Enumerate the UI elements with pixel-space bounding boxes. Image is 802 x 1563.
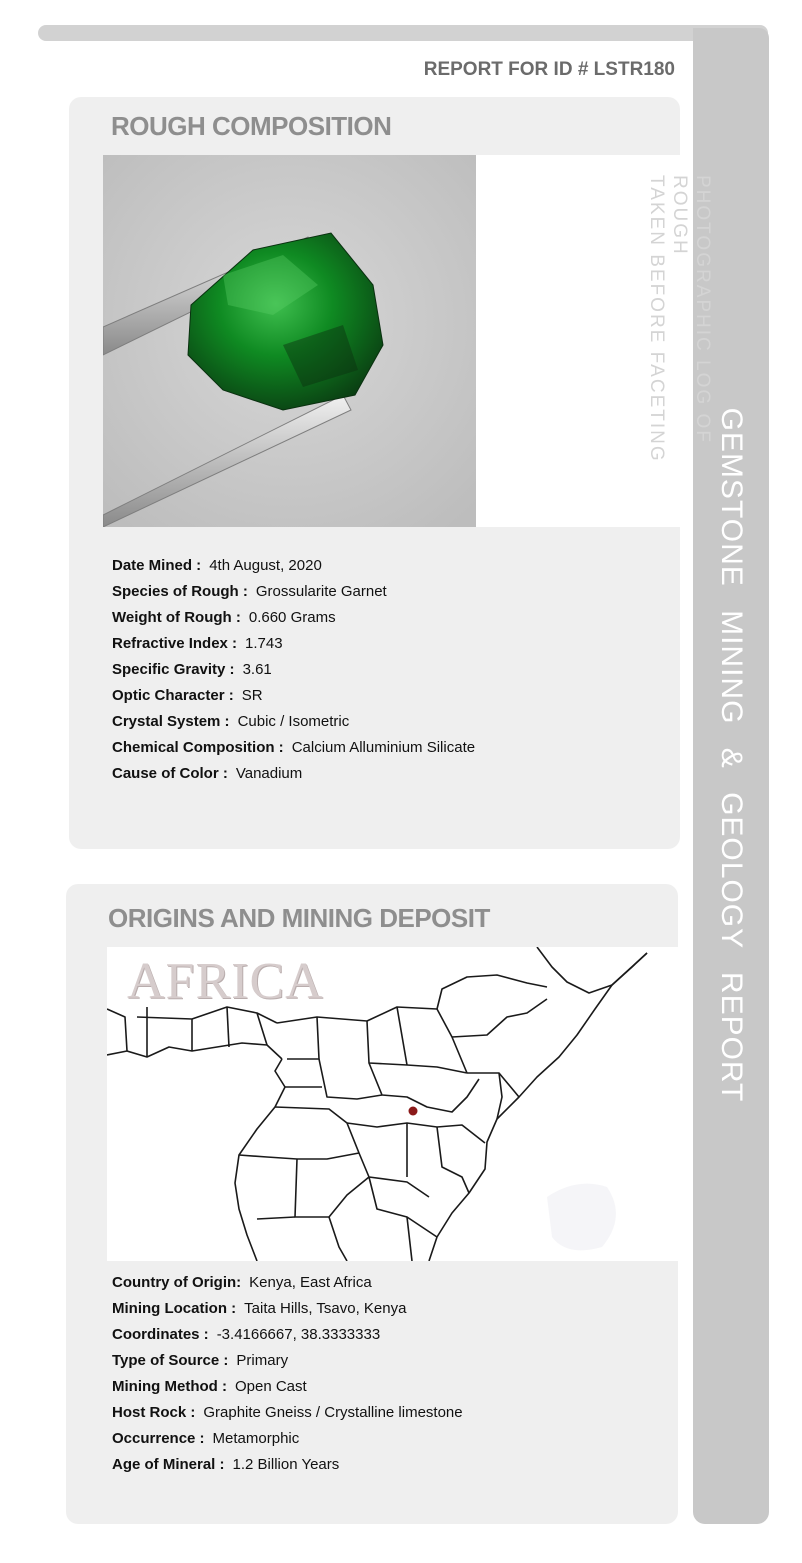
rough-photo-area xyxy=(103,155,713,527)
detail-optic-character: Optic Character : SR xyxy=(112,687,263,704)
photo-caption-line1: PHOTOGRAPHIC LOG OF ROUGH xyxy=(669,175,713,444)
detail-cause-of-color: Cause of Color : Vanadium xyxy=(112,765,303,782)
report-id: REPORT FOR ID # LSTR180 xyxy=(423,59,675,80)
detail-weight: Weight of Rough : 0.660 Grams xyxy=(112,609,336,626)
detail-country-of-origin: Country of Origin: Kenya, East Africa xyxy=(112,1274,372,1291)
top-decor-bar xyxy=(38,25,768,41)
rough-composition-title: ROUGH COMPOSITION xyxy=(111,111,392,141)
detail-coordinates: Coordinates : -3.4166667, 38.3333333 xyxy=(112,1326,381,1343)
mine-location-marker xyxy=(409,1107,418,1116)
detail-specific-gravity: Specific Gravity : 3.61 xyxy=(112,661,272,678)
origins-title: ORIGINS AND MINING DEPOSIT xyxy=(108,903,490,933)
detail-refractive-index: Refractive Index : 1.743 xyxy=(112,635,283,652)
detail-mining-method: Mining Method : Open Cast xyxy=(112,1378,307,1395)
detail-crystal-system: Crystal System : Cubic / Isometric xyxy=(112,713,350,730)
detail-type-of-source: Type of Source : Primary xyxy=(112,1352,289,1369)
detail-date-mined: Date Mined : 4th August, 2020 xyxy=(112,557,322,574)
photo-caption xyxy=(645,175,714,527)
detail-host-rock: Host Rock : Graphite Gneiss / Crystalline limestone xyxy=(112,1404,463,1421)
detail-chemical-composition: Chemical Composition : Calcium Alluminium Silicate xyxy=(112,739,476,756)
detail-mining-location: Mining Location : Taita Hills, Tsavo, Kenya xyxy=(112,1300,407,1317)
detail-age-of-mineral: Age of Mineral : 1.2 Billion Years xyxy=(112,1456,340,1473)
side-title: GEMSTONE MINING & GEOLOGY REPORT xyxy=(715,407,748,1103)
detail-species: Species of Rough : Grossularite Garnet xyxy=(112,583,387,600)
map-label: AFRICA xyxy=(127,953,324,1010)
africa-map xyxy=(107,947,678,1261)
photo-caption-line2: TAKEN BEFORE FACETING xyxy=(646,175,667,463)
detail-occurrence: Occurrence : Metamorphic xyxy=(112,1430,300,1447)
rough-gem-photo xyxy=(103,155,476,527)
